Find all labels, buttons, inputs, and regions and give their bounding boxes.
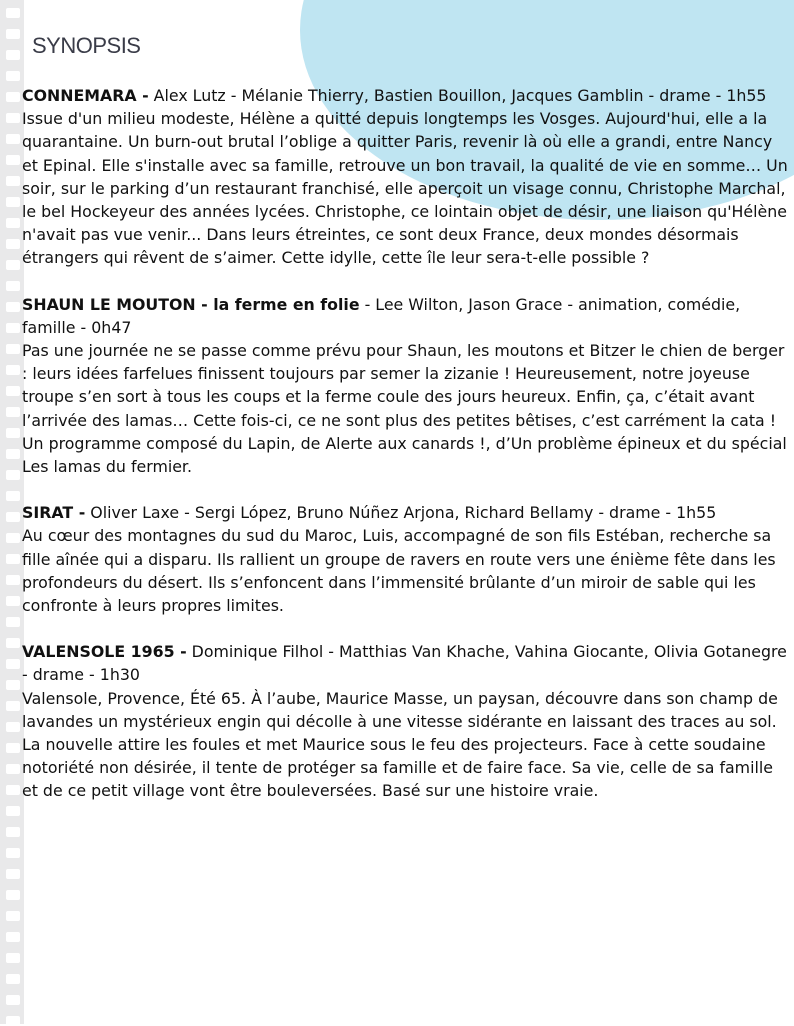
filmstrip-hole (6, 176, 20, 186)
filmstrip-hole (6, 260, 20, 270)
film-entry-sirat (22, 501, 792, 617)
filmstrip-hole (6, 302, 20, 312)
film-header (22, 640, 792, 686)
filmstrip-hole (6, 701, 20, 711)
filmstrip-hole (6, 29, 20, 39)
film-title: SHAUN LE MOUTON - la ferme en folie (22, 294, 360, 314)
film-header (22, 293, 792, 339)
film-synopsis: Pas une journée ne se passe comme prévu pour Shaun, les moutons et Bitzer le chien de berger : leurs idées farfelues finissent toujours par semer la zizanie ! Heureusement, notre joyeuse troupe s’en sort à tous les coups et la ferme coule des jours heureux. Enfin, ça, c’était avant l’arrivée des lamas… Cette fois-ci, ce ne sont plus des petites bêtises, c’est carrément la cata ! Un programme composé du Lapin, de Alerte aux canards !, d’Un problème épineux et du spécial Les lamas du fermier. (22, 341, 787, 477)
filmstrip-hole (6, 323, 20, 333)
film-entry-shaun (22, 293, 792, 479)
filmstrip-hole (6, 869, 20, 879)
filmstrip-hole (6, 638, 20, 648)
filmstrip-hole (6, 281, 20, 291)
film-header (22, 84, 792, 107)
film-entry-valensole (22, 640, 792, 802)
filmstrip-hole (6, 155, 20, 165)
filmstrip-hole (6, 974, 20, 984)
filmstrip-hole (6, 218, 20, 228)
filmstrip-border (0, 0, 24, 1024)
film-synopsis: Au cœur des montagnes du sud du Maroc, Luis, accompagné de son fils Estéban, recherche sa fille aînée qui a disparu. Ils rallient un groupe de ravers en route vers une énième fête dans les profondeurs du désert. Ils s’enfoncent dans l’immensité brûlante d’un miroir de sable qui les confronte à leurs propres limites. (22, 526, 776, 616)
filmstrip-hole (6, 911, 20, 921)
film-title: VALENSOLE 1965 - (22, 642, 187, 662)
filmstrip-hole (6, 386, 20, 396)
filmstrip-hole (6, 848, 20, 858)
filmstrip-hole (6, 533, 20, 543)
filmstrip-hole (6, 491, 20, 501)
filmstrip-hole (6, 659, 20, 669)
filmstrip-hole (6, 71, 20, 81)
film-header (22, 501, 792, 524)
filmstrip-hole (6, 1016, 20, 1026)
film-credits: Alex Lutz - Mélanie Thierry, Bastien Bouillon, Jacques Gamblin - drame - 1h55 (148, 86, 767, 105)
filmstrip-hole (6, 50, 20, 60)
filmstrip-hole (6, 953, 20, 963)
filmstrip-hole (6, 617, 20, 627)
filmstrip-hole (6, 995, 20, 1005)
filmstrip-hole (6, 134, 20, 144)
filmstrip-hole (6, 743, 20, 753)
filmstrip-hole (6, 554, 20, 564)
filmstrip-hole (6, 806, 20, 816)
filmstrip-hole (6, 785, 20, 795)
filmstrip-hole (6, 8, 20, 18)
filmstrip-hole (6, 407, 20, 417)
film-credits: - Lee Wilton, Jason Grace - animation, comédie, famille - 0h47 (22, 294, 741, 337)
filmstrip-hole (6, 113, 20, 123)
filmstrip-hole (6, 92, 20, 102)
filmstrip-hole (6, 722, 20, 732)
filmstrip-hole (6, 890, 20, 900)
filmstrip-hole (6, 239, 20, 249)
filmstrip-hole (6, 365, 20, 375)
filmstrip-hole (6, 827, 20, 837)
film-entry-connemara (22, 84, 792, 270)
filmstrip-hole (6, 470, 20, 480)
filmstrip-hole (6, 197, 20, 207)
film-credits: Dominique Filhol - Matthias Van Khache, Vahina Giocante, Olivia Gotanegre - drame - 1h30 (22, 642, 787, 685)
film-title: SIRAT - (22, 503, 86, 523)
filmstrip-hole (6, 764, 20, 774)
filmstrip-hole (6, 344, 20, 354)
filmstrip-hole (6, 932, 20, 942)
filmstrip-hole (6, 449, 20, 459)
filmstrip-hole (6, 575, 20, 585)
filmstrip-hole (6, 596, 20, 606)
filmstrip-hole (6, 428, 20, 438)
filmstrip-hole (6, 512, 20, 522)
film-title: CONNEMARA - (22, 86, 149, 105)
film-synopsis: Valensole, Provence, Été 65. À l’aube, Maurice Masse, un paysan, découvre dans son champ de lavandes un mystérieux engin qui décolle à une vitesse sidérante en laissant des traces au sol. La nouvelle attire les foules et met Maurice sous le feu des projecteurs. Face à cette soudaine notoriété non désirée, il tente de protéger sa famille et de faire face. Sa vie, celle de sa famille et de ce petit village vont être bouleversées. Basé sur une histoire vraie. (22, 688, 778, 801)
film-synopsis: Issue d'un milieu modeste, Hélène a quitté depuis longtemps les Vosges. Aujourd'hui, elle a la quarantaine. Un burn-out brutal l’oblige a quitter Paris, revenir là où elle a grandi, entre Nancy et Epinal. Elle s'installe avec sa famille, retrouve un bon travail, la qualité de vie en somme… Un soir, sur le parking d’un restaurant franchisé, elle aperçoit un visage connu, Christophe Marchal, le bel Hockeyeur des années lycées. Christophe, ce lointain objet de désir, une liaison qu'Hélène n'avait pas vue venir... Dans leurs étreintes, ce sont deux France, deux mondes désormais étrangers qui rêvent de s’aimer. Cette idylle, cette île leur sera-t-elle possible ? (22, 109, 788, 268)
section-title: SYNOPSIS (32, 33, 141, 58)
filmstrip-hole (6, 680, 20, 690)
film-credits: Oliver Laxe - Sergi López, Bruno Núñez Arjona, Richard Bellamy - drame - 1h55 (85, 503, 717, 523)
synopsis-list (22, 84, 792, 826)
